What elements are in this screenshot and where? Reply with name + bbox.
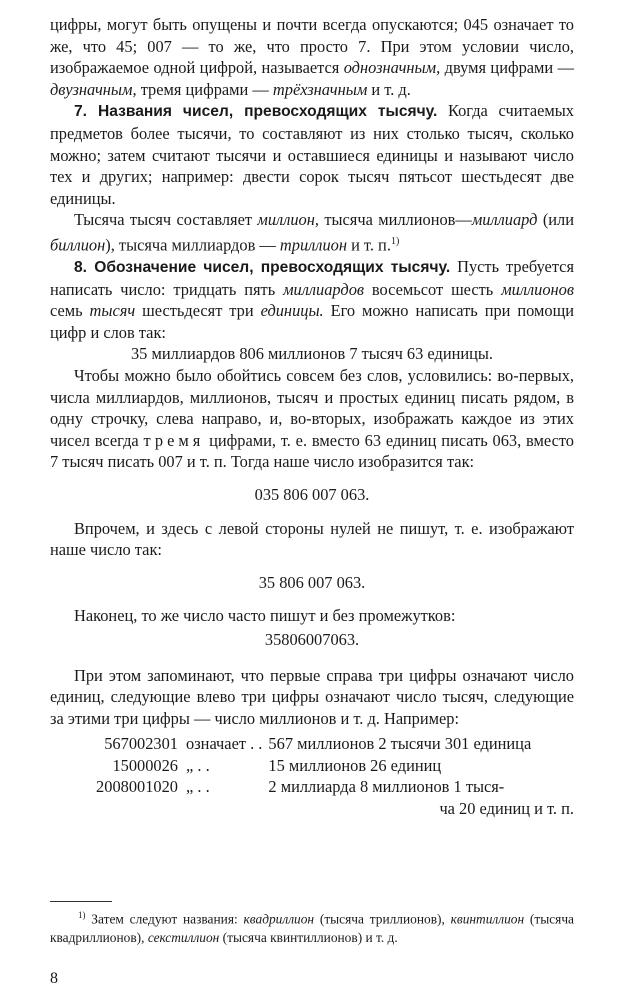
- intro-text: цифры, могут быть опущены и почти всегда опускаются; 045 означает то же, что 45; 007 — то же, что просто 7. При этом условии число, изображаемое одной цифрой, называется: [50, 15, 574, 78]
- text: Его можно написать при помощи цифр и слов так:: [50, 301, 575, 342]
- text: цифрами, т. е. вместо 63 единиц писать 063, вместо 7 тысяч писать 007 и т. п. Тогда наше число изобразится так:: [50, 430, 574, 472]
- example-row: [50, 755, 574, 777]
- example-row: [50, 733, 574, 755]
- section-8-paragraph: [50, 256, 574, 343]
- section-8-paragraph-4: Наконец, то же число часто пишут и без промежутков:: [74, 606, 456, 626]
- example-reading-continued: ча 20 единиц и т. п.: [439, 799, 574, 819]
- section-7-paragraph-2: [50, 209, 574, 256]
- main-text: [50, 14, 574, 820]
- term-million: миллион,: [257, 210, 319, 230]
- section-8-paragraph-2: [50, 365, 574, 473]
- examples-table: [50, 733, 574, 819]
- section-7-paragraph: [50, 100, 574, 209]
- example-reading: 15 миллионов 26 единиц: [268, 755, 442, 775]
- example-reading: 2 миллиарда 8 миллионов 1 тыся-: [268, 777, 505, 797]
- term-dvuznachnym: двузначным,: [50, 79, 137, 99]
- intro-text: двумя цифрами —: [440, 58, 574, 78]
- text: Чтобы можно было обойтись совсем без слов, условились: во-первых, числа миллиардов, миллионов, тысяч и простых единиц писать рядом, в одну строчку, слева направо, и, во-вторых, изображать каждое из этих чисел всегда: [50, 365, 574, 450]
- text: ), тысяча миллиардов —: [105, 235, 280, 255]
- example-row: [50, 798, 574, 820]
- footnote-text: (тысяча квинтиллионов) и т. д.: [219, 930, 398, 946]
- term-odnoznachnym: однозначным,: [343, 58, 441, 78]
- empty-cell: [50, 798, 178, 820]
- term-kvadrillion: квадриллион: [243, 911, 315, 927]
- footnote: [50, 906, 574, 947]
- term-edinicy: единицы.: [260, 301, 324, 321]
- example-row: [50, 776, 574, 798]
- term-milliardov: миллиардов: [283, 279, 364, 299]
- footnote-mark: 1): [78, 910, 86, 920]
- section-8-heading: 8. Обозначение чисел, превосходящих тысячу.: [74, 259, 451, 276]
- term-millionov: миллионов: [501, 279, 574, 299]
- term-tremya: тремя: [143, 430, 205, 450]
- intro-paragraph: [50, 14, 574, 100]
- page-number: 8: [50, 970, 58, 987]
- example-number: 15000026: [112, 755, 178, 775]
- text: семь: [50, 301, 90, 321]
- example-number: 567002301: [104, 734, 178, 754]
- text: и т. п.: [346, 235, 391, 255]
- footnote-text: (тысяча триллионов),: [314, 911, 451, 927]
- section-7-text: Когда считаемых предметов более тысячи, то составляют из них столько тысяч, сколько можно; затем считают тысячи и оставшиеся единицы и называют число тех и других; например: двести сорок тысяч пятьсот шестьдесят две единицы.: [50, 101, 574, 208]
- example-connector: „ . .: [186, 777, 210, 797]
- text: (или: [537, 210, 574, 230]
- number-with-zeros: 035 806 007 063.: [254, 484, 370, 504]
- term-sekstillion: секстиллион: [147, 930, 220, 946]
- text: тысяча миллионов—: [318, 210, 472, 230]
- number-without-zeros: 35 806 007 063.: [258, 572, 366, 592]
- section-8-paragraph-5: При этом запоминают, что первые справа три цифры означают число единиц, следующие влево три цифры означают число тысяч, следующие за этими три цифры — число миллионов и т. д. Например:: [50, 665, 574, 728]
- example-number-words: 35 миллиардов 806 миллионов 7 тысяч 63 единицы.: [130, 344, 494, 364]
- term-milliard: миллиард: [471, 210, 538, 230]
- example-connector: означает . .: [186, 734, 263, 754]
- term-trillion: триллион: [279, 235, 347, 255]
- term-billion: биллион: [50, 235, 106, 255]
- number-compact: 35806007063.: [264, 629, 360, 649]
- text: восемьсот шесть: [364, 279, 502, 299]
- example-connector: „ . .: [186, 755, 210, 775]
- intro-text: и т. д.: [367, 79, 411, 99]
- term-kvintillion: квинтиллион: [450, 911, 525, 927]
- intro-text: тремя цифрами —: [136, 79, 273, 99]
- example-number: 2008001020: [96, 777, 178, 797]
- term-tysyach: тысяч: [89, 301, 136, 321]
- term-tryokhznachnym: трёхзначным: [272, 79, 368, 99]
- section-8-paragraph-3: Впрочем, и здесь с левой стороны нулей не пишут, т. е. изображают наше число так:: [50, 518, 574, 560]
- empty-cell: [178, 798, 262, 820]
- footnote-rule: [50, 901, 112, 902]
- text: шестьдесят три: [135, 301, 261, 321]
- footnote-text: Затем следуют названия:: [85, 911, 244, 927]
- text: Пусть требуется написать число: тридцать пять: [50, 257, 574, 299]
- text: Тысяча тысяч составляет: [74, 210, 258, 230]
- footnote-reference[interactable]: 1): [390, 235, 400, 247]
- section-7-heading: 7. Названия чисел, превосходящих тысячу.: [74, 103, 438, 121]
- example-reading: 567 миллионов 2 тысячи 301 единица: [268, 734, 532, 754]
- footnote-text: (тысяча квадриллионов),: [50, 911, 575, 946]
